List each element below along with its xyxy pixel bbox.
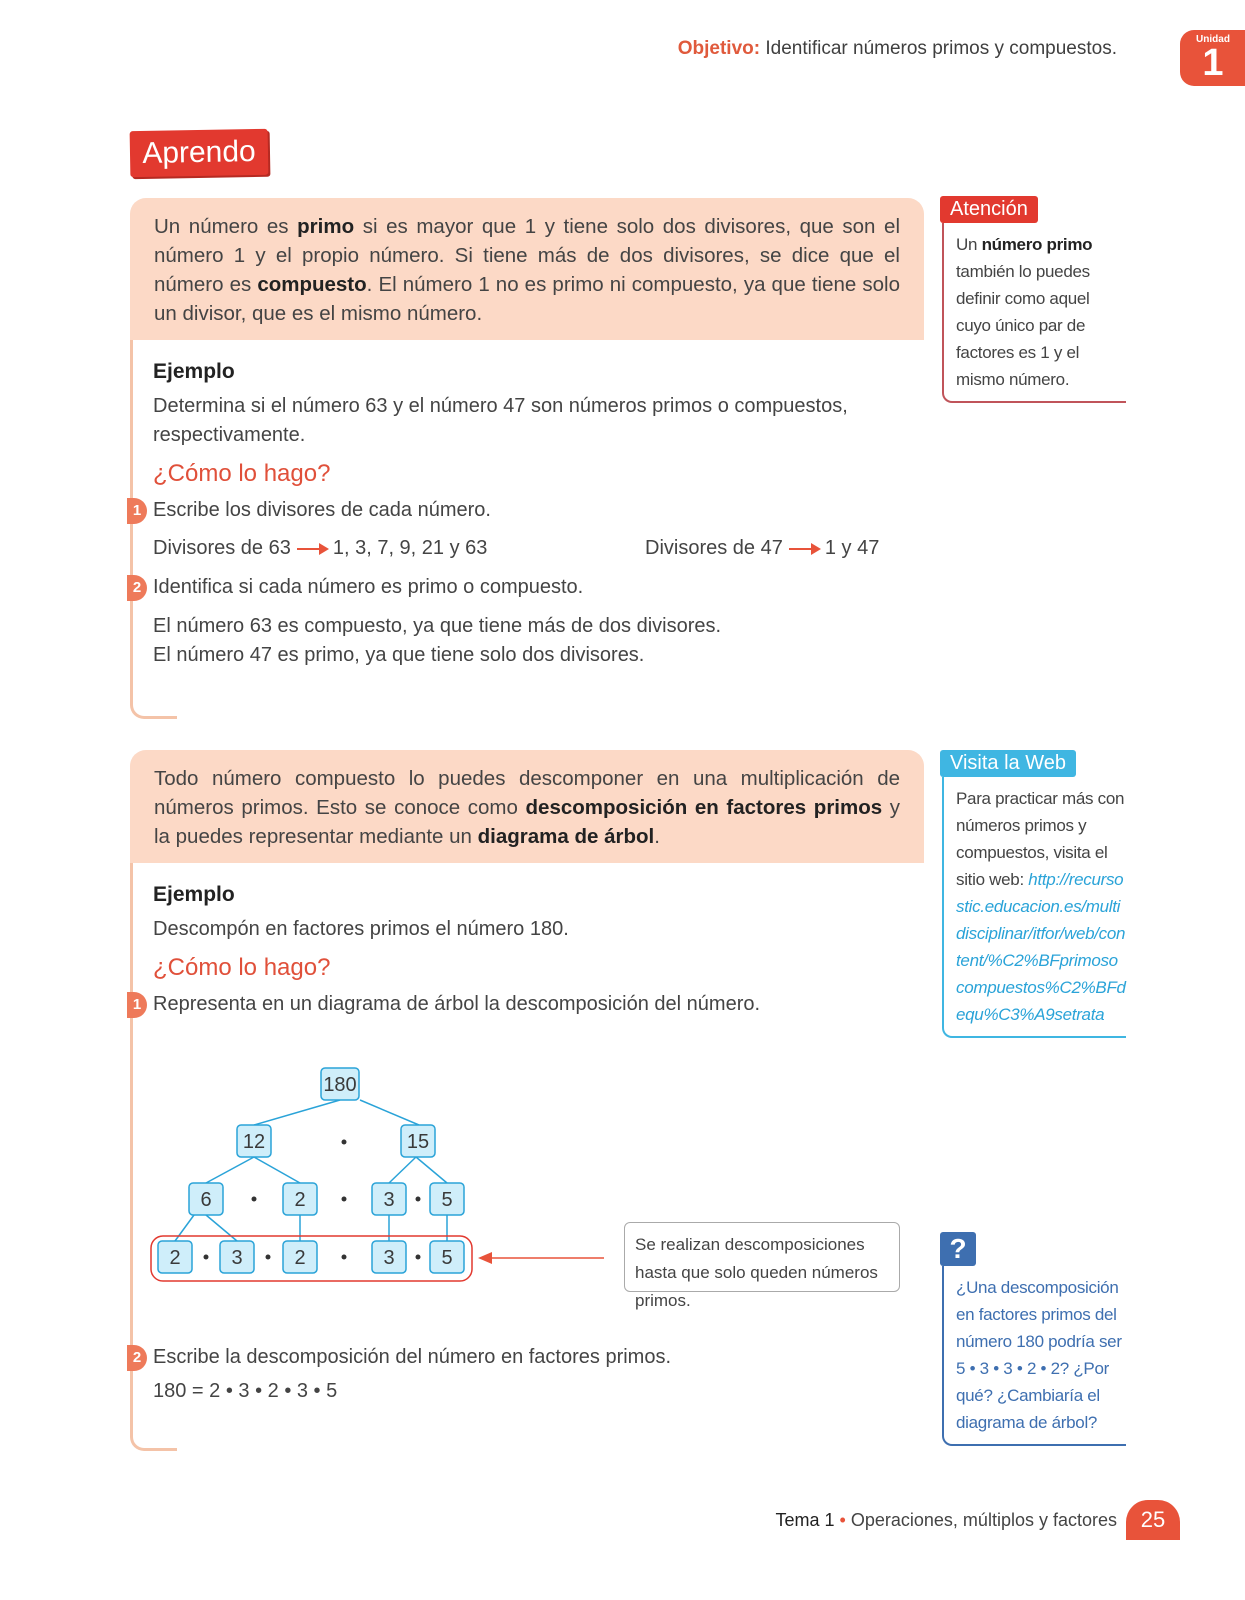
divisors-47 <box>645 537 879 560</box>
unit-number: 1 <box>1202 42 1224 84</box>
def-text: Todo número compuesto lo puedes descomponer en una multiplicación de números primos. Esto se conoce como <box>154 767 900 819</box>
def-text: y la puedes representar mediante un <box>154 796 901 848</box>
question-icon: ? <box>940 1232 976 1266</box>
tree-leaf-5 <box>430 1241 464 1273</box>
tree-node-root <box>321 1068 359 1100</box>
section-title: Aprendo <box>130 129 269 177</box>
def-text: . El número 1 no es primo ni compuesto, ya que tiene solo un divisor, que es el mismo número. <box>154 273 900 325</box>
svg-text:3: 3 <box>231 1247 243 1269</box>
def-term-primo: primo <box>297 215 355 238</box>
tree-leaf-3 <box>220 1241 254 1273</box>
factorization-definition <box>130 750 924 863</box>
page-footer <box>776 1510 1118 1531</box>
conclusion-47: El número 47 es primo, ya que tiene solo dos divisores. <box>153 644 645 666</box>
step-2 <box>132 573 904 602</box>
atencion-text: Un <box>956 235 982 254</box>
objective-text: Identificar números primos y compuestos. <box>765 38 1117 59</box>
divisors-row <box>153 531 904 567</box>
factor-tree <box>148 1060 608 1295</box>
footer-topic-title: Operaciones, múltiplos y factores <box>850 1510 1117 1530</box>
step-text: Representa en un diagrama de árbol la descomposición del número. <box>153 993 761 1015</box>
svg-text:5: 5 <box>441 1247 453 1269</box>
tree-node-2 <box>283 1183 317 1215</box>
objective-label: Objetivo: <box>677 38 761 59</box>
question-text: ¿Una descomposición en factores primos del número 180 podría ser 5 • 3 • 3 • 2 • 2? ¿Por qué? ¿Cambiaría el diagrama de árbol? <box>942 1266 1126 1446</box>
web-note <box>940 750 1140 1038</box>
footer-separator: • <box>839 1510 846 1530</box>
step-2 <box>132 1343 672 1372</box>
atencion-text: también lo puedes definir como aquel cuyo único par de factores es 1 y el mismo número. <box>956 262 1090 389</box>
arrow-icon <box>789 548 819 550</box>
conclusion-63: El número 63 es compuesto, ya que tiene más de dos divisores. <box>153 615 722 637</box>
svg-text:2: 2 <box>294 1189 306 1211</box>
svg-text:3: 3 <box>383 1189 395 1211</box>
footer-topic: Tema 1 <box>775 1510 835 1530</box>
svg-text:2: 2 <box>169 1247 181 1269</box>
def-text: . <box>654 825 660 848</box>
step-number: 2 <box>127 1345 147 1371</box>
step-text: Escribe la descomposición del número en factores primos. <box>153 1346 672 1368</box>
border-gap <box>177 1448 924 1451</box>
how-title: ¿Cómo lo hago? <box>153 954 331 981</box>
example-title: Ejemplo <box>153 360 235 383</box>
objective-header <box>678 38 1117 60</box>
tree-node-5 <box>430 1183 464 1215</box>
factor-tree-svg <box>148 1060 608 1290</box>
step-number: 2 <box>127 575 147 601</box>
step-1 <box>132 496 904 525</box>
divisors-63-values: 1, 3, 7, 9, 21 y 63 <box>332 537 488 559</box>
factorization-result: 180 = 2 • 3 • 2 • 3 • 5 <box>153 1380 338 1402</box>
atencion-title: Atención <box>940 196 1038 223</box>
svg-text:15: 15 <box>406 1131 430 1153</box>
prime-definition-block <box>130 198 924 719</box>
web-body <box>942 777 1126 1038</box>
web-link[interactable]: http://recursostic.educacion.es/multidisciplinar/itfor/web/content/%C2%BFprimosocompuestos%C2%BFdequ%C3%A9setrata <box>956 870 1126 1024</box>
example-text: Descompón en factores primos el número 180. <box>153 918 569 940</box>
tree-edges <box>175 1100 447 1241</box>
how-title: ¿Cómo lo hago? <box>153 460 331 487</box>
atencion-note <box>940 196 1140 403</box>
tree-leaf-3 <box>372 1241 406 1273</box>
tree-leaf-2 <box>158 1241 192 1273</box>
arrow-icon <box>297 548 327 550</box>
tree-node-12 <box>237 1125 271 1157</box>
unit-label: Unidad <box>1196 34 1230 45</box>
step-number: 1 <box>127 498 147 524</box>
def-term-factores: descomposición en factores primos <box>525 796 883 819</box>
def-text: si es mayor que 1 y tiene solo dos divisores, que son el número 1 y el propio número. Si tiene más de dos divisores, se dice que el número es <box>154 215 901 296</box>
divisors-63 <box>153 537 487 560</box>
example-text: Determina si el número 63 y el número 47 son números primos o compuestos, respectivamente. <box>153 395 848 446</box>
question-note <box>940 1232 1140 1446</box>
svg-text:3: 3 <box>383 1247 395 1269</box>
prime-definition <box>130 198 924 340</box>
divisors-47-label: Divisores de 47 <box>645 537 783 559</box>
divisors-47-values: 1 y 47 <box>824 537 880 559</box>
example-1 <box>130 340 924 719</box>
atencion-term: número primo <box>981 235 1093 254</box>
svg-text:180: 180 <box>323 1074 357 1096</box>
atencion-body <box>942 223 1126 403</box>
example-title: Ejemplo <box>153 883 235 906</box>
step-text: Escribe los divisores de cada número. <box>153 499 491 521</box>
svg-text:2: 2 <box>294 1247 306 1269</box>
svg-text:5: 5 <box>441 1189 453 1211</box>
svg-text:12: 12 <box>242 1131 266 1153</box>
step-text: Identifica si cada número es primo o compuesto. <box>153 576 584 598</box>
unit-tab <box>1180 30 1245 86</box>
def-term-arbol: diagrama de árbol <box>477 825 655 848</box>
def-term-compuesto: compuesto <box>257 273 367 296</box>
tree-node-3 <box>372 1183 406 1215</box>
border-gap <box>177 716 924 719</box>
web-text: Para practicar más con números primos y compuestos, visita el sitio web: <box>956 789 1125 889</box>
svg-text:6: 6 <box>200 1189 212 1211</box>
step-number: 1 <box>127 992 147 1018</box>
tree-node-15 <box>401 1125 435 1157</box>
callout-arrow <box>478 1252 604 1264</box>
page-number: 25 <box>1126 1500 1180 1540</box>
divisors-63-label: Divisores de 63 <box>153 537 291 559</box>
step-1 <box>132 990 904 1019</box>
tree-node-6 <box>189 1183 223 1215</box>
def-text: Un número es <box>154 215 298 238</box>
web-title: Visita la Web <box>940 750 1076 777</box>
tree-callout: Se realizan descomposiciones hasta que solo queden números primos. <box>624 1222 900 1292</box>
tree-leaf-2 <box>283 1241 317 1273</box>
